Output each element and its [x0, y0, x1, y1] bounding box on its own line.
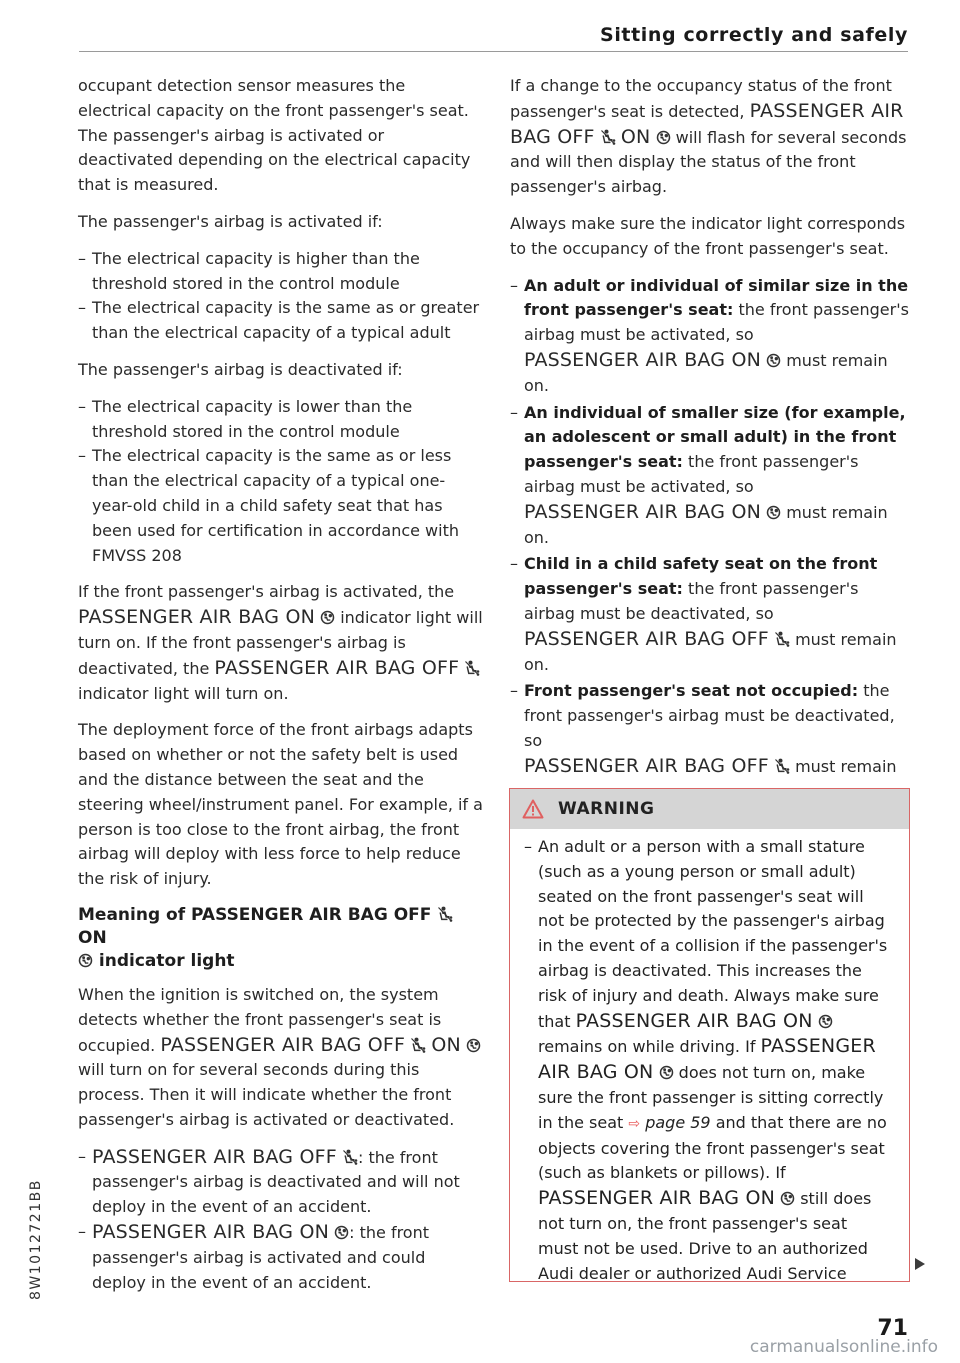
- list-item: – The electrical capacity is the same as or greater than the electrical capacity of a typical adult: [78, 296, 483, 346]
- indicator-off-label: PASSENGER AIR BAG OFF: [524, 754, 769, 777]
- passenger-airbag-off-icon: [437, 906, 453, 922]
- warning-item: [524, 835, 891, 1286]
- header-divider: [79, 51, 908, 52]
- indicator-on-label: PASSENGER AIR BAG ON: [524, 348, 762, 371]
- heading-text: ON: [78, 927, 107, 948]
- passenger-airbag-on-icon: [320, 610, 335, 625]
- indicator-on-label: PASSENGER AIR BAG ON: [538, 1187, 776, 1210]
- text: the front passenger's airbag must be activated, so: [524, 452, 859, 496]
- passenger-airbag-on-icon: [466, 1038, 481, 1053]
- passenger-airbag-on-icon: [818, 1014, 833, 1029]
- heading-text: Meaning of PASSENGER AIR BAG OFF: [78, 904, 432, 925]
- indicator-off-label: PASSENGER AIR BAG OFF: [92, 1145, 337, 1168]
- list-item: [510, 679, 910, 804]
- continue-arrow-icon: [915, 1258, 925, 1270]
- page-number: 71: [877, 1316, 908, 1341]
- text: the front passenger's airbag must be deactivated, so: [524, 579, 859, 623]
- indicator-off-label: PASSENGER AIR BAG OFF: [524, 627, 769, 650]
- text: : the front passenger's airbag is deactivated and will not deploy in the event of an accident.: [92, 1147, 460, 1217]
- text: indicator light will turn on.: [78, 683, 289, 703]
- text: must remain on.: [524, 350, 888, 395]
- text: : the front passenger's airbag is activated and could deploy in the event of an accident.: [92, 1223, 430, 1292]
- list-item: [510, 274, 910, 399]
- passenger-airbag-on-icon: [78, 953, 93, 968]
- paragraph: [510, 74, 910, 200]
- list-occupancy-cases: [510, 274, 910, 805]
- passenger-airbag-off-icon: [774, 631, 790, 647]
- left-column: [78, 74, 483, 1307]
- list-item: [78, 1220, 483, 1295]
- paragraph: The deployment force of the front airbags adapts based on whether or not the safety belt is used and the distance between the seat and the steering wheel/instrument panel. For example, if a person is too close to the front airbag, the front airbag will deploy with less force to help reduce the risk of injury.: [78, 720, 483, 889]
- text: If the front passenger's airbag is activated, the: [78, 582, 455, 602]
- warning-header: [510, 789, 909, 829]
- warning-box: [509, 788, 910, 1282]
- passenger-airbag-off-icon: [600, 129, 616, 145]
- passenger-airbag-on-icon: [334, 1225, 349, 1240]
- indicator-on-short: ON: [620, 125, 651, 148]
- watermark: carmanualsonline.info: [749, 1337, 938, 1357]
- page-reference-link[interactable]: page 59: [645, 1112, 711, 1132]
- passenger-airbag-off-icon: [774, 758, 790, 774]
- indicator-on-label: PASSENGER AIR BAG ON: [92, 1221, 330, 1244]
- text: does not turn on, make sure the front passenger is sitting correctly in the seat: [538, 1063, 884, 1132]
- passenger-airbag-off-icon: [342, 1149, 358, 1165]
- passenger-airbag-off-icon: [464, 660, 480, 676]
- text: the front passenger's airbag must be deactivated, so: [524, 681, 895, 750]
- paragraph: [78, 983, 483, 1133]
- passenger-airbag-on-icon: [659, 1065, 674, 1080]
- indicator-on-label: PASSENGER AIR BAG ON: [524, 500, 762, 523]
- section-heading: [78, 904, 483, 973]
- text: will turn on for several seconds during this process. Then it will indicate whether the front passenger's airbag is activated or deactivated.: [78, 1060, 455, 1129]
- indicator-on-label: PASSENGER AIR BAG ON: [538, 1035, 876, 1084]
- indicator-off-label: PASSENGER AIR BAG OFF: [160, 1033, 406, 1056]
- indicator-off-label: PASSENGER AIR BAG OFF: [510, 99, 904, 148]
- bold-lead: An adult or individual of similar size in the front passenger's seat:: [524, 275, 909, 320]
- passenger-airbag-on-icon: [656, 130, 671, 145]
- list-item: [510, 401, 910, 551]
- paragraph: [78, 580, 483, 706]
- warning-triangle-icon: [522, 799, 544, 819]
- paragraph: The passenger's airbag is deactivated if:: [78, 359, 403, 379]
- text: An adult or a person with a small stature (such as a young person or small adult) seated on the front passenger's seat will not be protected by the passenger's airbag in the event of a collision if the passenger's airbag is deactivated. This increases the risk of injury and death. Always make sure that: [538, 837, 888, 1031]
- paragraph: occupant detection sensor measures the electrical capacity on the front passenger's seat. The passenger's airbag is activated or deactivated depending on the electrical capacity that is measured.: [78, 76, 471, 195]
- text: If a change to the occupancy status of the front passenger's seat is detected,: [510, 76, 892, 121]
- right-column: [510, 74, 910, 816]
- list-deactivated-conditions: [78, 395, 483, 569]
- heading-text: indicator light: [98, 950, 235, 971]
- cross-reference-arrow-icon: ⇨: [628, 1115, 641, 1132]
- bold-lead: Front passenger's seat not occupied:: [524, 681, 859, 701]
- paragraph: The passenger's airbag is activated if:: [78, 211, 383, 231]
- warning-body: [510, 829, 909, 1286]
- text: will flash for several seconds and will then display the status of the front passenger's airbag.: [510, 127, 907, 197]
- text: must remain on.: [524, 502, 888, 547]
- list-item: – The electrical capacity is lower than the threshold stored in the control module: [78, 395, 483, 445]
- list-indicator-meanings: [78, 1145, 483, 1296]
- text: must remain: [795, 756, 897, 776]
- passenger-airbag-on-icon: [766, 505, 781, 520]
- list-item: [510, 552, 910, 677]
- page-header-title: Sitting correctly and safely: [600, 24, 908, 46]
- list-activated-conditions: [78, 247, 483, 346]
- passenger-airbag-on-icon: [766, 353, 781, 368]
- indicator-on-short: ON: [431, 1033, 461, 1056]
- document-code: 8W1012721BB: [28, 1179, 44, 1300]
- list-item: – The electrical capacity is higher than the threshold stored in the control module: [78, 247, 483, 297]
- passenger-airbag-off-icon: [410, 1037, 426, 1053]
- passenger-airbag-on-icon: [780, 1191, 795, 1206]
- list-item: [78, 1145, 483, 1220]
- text: remains on while driving. If: [538, 1037, 756, 1057]
- indicator-on-label: PASSENGER AIR BAG ON: [78, 606, 316, 629]
- indicator-on-label: PASSENGER AIR BAG ON: [575, 1009, 813, 1032]
- indicator-off-label: PASSENGER AIR BAG OFF: [214, 656, 460, 679]
- text: When the ignition is switched on, the system detects whether the front passenger's seat is occupied.: [78, 984, 442, 1055]
- paragraph: Always make sure the indicator light corresponds to the occupancy of the front passenger's seat.: [510, 213, 906, 258]
- warning-title: WARNING: [558, 799, 655, 819]
- text: the front passenger's airbag must be activated, so: [524, 300, 909, 345]
- text: and that there are no objects covering the front passenger's seat (such as blankets or pillows). If: [538, 1112, 887, 1183]
- text: indicator light will turn on. If the front passenger's airbag is deactivated, the: [78, 608, 483, 678]
- bold-lead: Child in a child safety seat on the front passenger's seat:: [524, 554, 878, 599]
- text: must remain on.: [524, 629, 897, 674]
- text: still does not turn on, the front passenger's seat must not be used. Drive to an authorized Audi dealer or authorized Audi Service: [538, 1189, 872, 1283]
- bold-lead: An individual of smaller size (for example, an adolescent or small adult) in the front passenger's seat:: [524, 402, 906, 472]
- list-item: – The electrical capacity is the same as or less than the electrical capacity of a typical one-year-old child in a child safety seat that has been used for certification in accordance with FMVSS 208: [78, 444, 483, 568]
